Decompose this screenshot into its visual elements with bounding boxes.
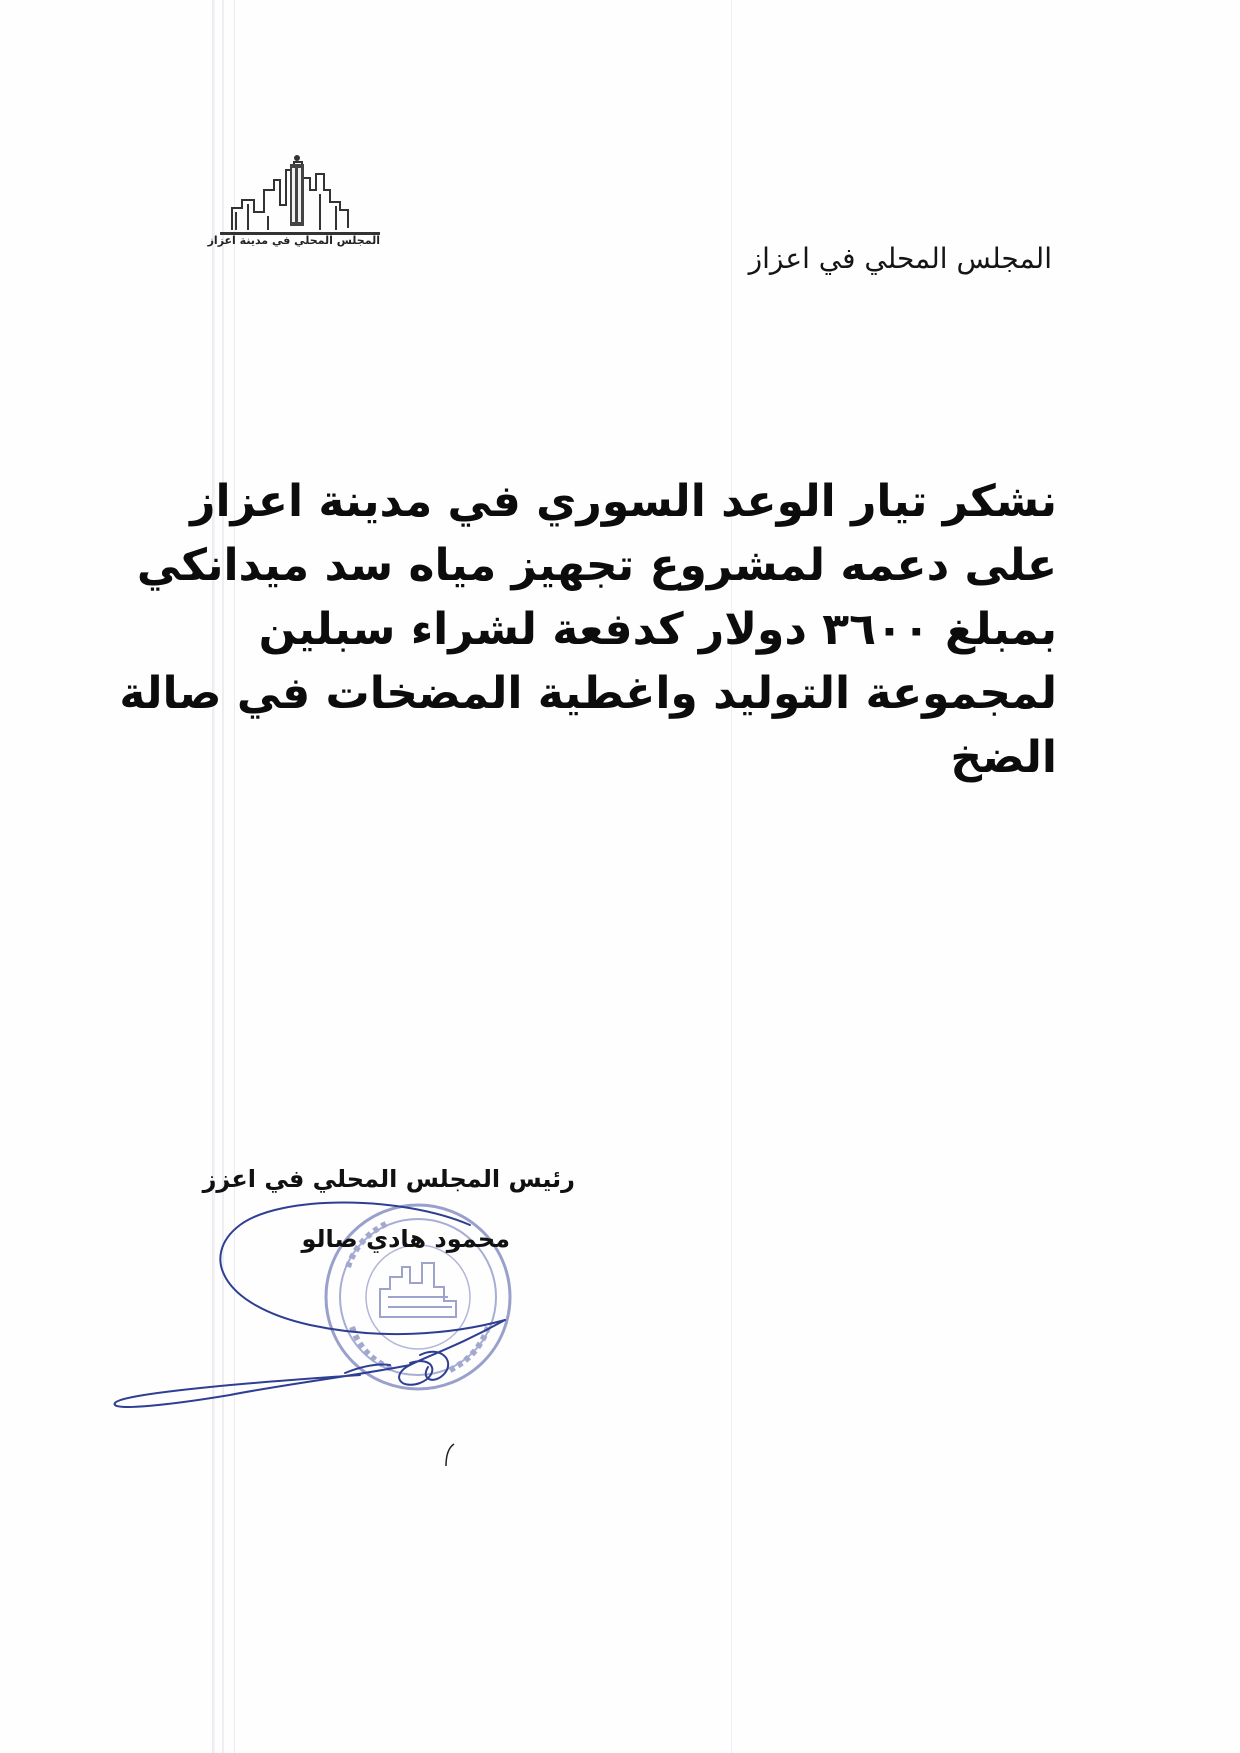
letter-line: على دعمه لمشروع تجهيز مياه سد ميدانكي [136, 540, 1057, 591]
letter-body [119, 470, 1057, 790]
handwritten-signature [110, 1195, 530, 1435]
council-logo [207, 150, 445, 270]
scan-fold-line [731, 0, 732, 1753]
scan-fold-line [212, 0, 215, 1753]
letter-line: نشكر تيار الوعد السوري في مدينة اعزاز [190, 476, 1057, 527]
letter-line: بمبلغ ٣٦٠٠ دولار كدفعة لشراء سبلين [258, 604, 1057, 655]
council-header: المجلس المحلي في اعزاز [748, 242, 1052, 275]
pen-mark [440, 1440, 460, 1470]
letter-line: الضخ [950, 732, 1057, 783]
logo-caption: المجلس المحلي في مدينة اعزاز [207, 234, 380, 247]
letter-line: لمجموعة التوليد واغطية المضخات في صالة [119, 668, 1057, 719]
signer-title: رئيس المجلس المحلي في اعزز [202, 1165, 575, 1193]
signer-name: محمود هادي صالو [301, 1225, 510, 1253]
